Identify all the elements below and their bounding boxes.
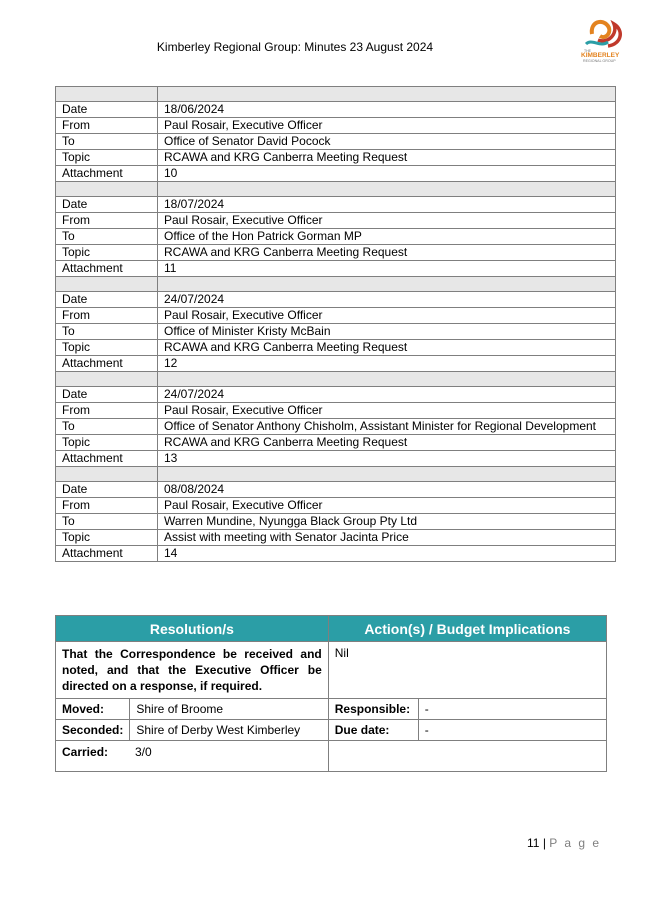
to-label: To: [56, 419, 158, 435]
to-label: To: [56, 229, 158, 245]
correspondence-row-from: [56, 213, 616, 229]
date-value: 08/08/2024: [158, 482, 616, 498]
date-label: Date: [56, 197, 158, 213]
topic-label: Topic: [56, 245, 158, 261]
actions-budget-header: Action(s) / Budget Implications: [328, 616, 606, 642]
attachment-label: Attachment: [56, 546, 158, 562]
to-value: Warren Mundine, Nyungga Black Group Pty Ltd: [158, 514, 616, 530]
to-label: To: [56, 324, 158, 340]
from-label: From: [56, 498, 158, 514]
responsible-label: Responsible:: [328, 699, 418, 720]
document-header-title: Kimberley Regional Group: Minutes 23 August 2024: [156, 40, 434, 54]
correspondence-row-date: [56, 482, 616, 498]
carried-label: Carried:: [62, 745, 109, 759]
correspondence-row-from: [56, 403, 616, 419]
correspondence-separator-row: [56, 467, 616, 482]
correspondence-row-date: [56, 102, 616, 118]
attachment-value: 10: [158, 166, 616, 182]
date-label: Date: [56, 482, 158, 498]
correspondence-table: [55, 86, 616, 562]
resolution-text: That the Correspondence be received and noted, and that the Executive Officer be directed on a response, if required.: [56, 642, 329, 699]
correspondence-row-to: [56, 419, 616, 435]
date-value: 24/07/2024: [158, 292, 616, 308]
correspondence-row-topic: [56, 435, 616, 451]
from-label: From: [56, 118, 158, 134]
date-value: 24/07/2024: [158, 387, 616, 403]
correspondence-row-topic: [56, 340, 616, 356]
moved-label: Moved:: [56, 699, 130, 720]
attachment-label: Attachment: [56, 356, 158, 372]
correspondence-row-attachment: [56, 451, 616, 467]
correspondence-separator-row: [56, 277, 616, 292]
date-value: 18/06/2024: [158, 102, 616, 118]
from-label: From: [56, 403, 158, 419]
from-value: Paul Rosair, Executive Officer: [158, 213, 616, 229]
page-footer: [527, 836, 601, 850]
attachment-label: Attachment: [56, 451, 158, 467]
page-label: P a g e: [549, 836, 602, 850]
logo-sub-text: REGIONAL GROUP: [583, 59, 616, 63]
topic-value: RCAWA and KRG Canberra Meeting Request: [158, 340, 616, 356]
correspondence-row-date: [56, 292, 616, 308]
date-label: Date: [56, 292, 158, 308]
carried-cell: [56, 741, 329, 772]
attachment-label: Attachment: [56, 166, 158, 182]
page-number: 11: [527, 836, 540, 850]
date-label: Date: [56, 387, 158, 403]
correspondence-row-date: [56, 387, 616, 403]
attachment-label: Attachment: [56, 261, 158, 277]
responsible-value: -: [418, 699, 606, 720]
from-label: From: [56, 213, 158, 229]
topic-label: Topic: [56, 530, 158, 546]
logo-small-text: THE: [584, 49, 591, 53]
correspondence-separator-row: [56, 372, 616, 387]
page-separator: |: [542, 836, 546, 850]
to-label: To: [56, 514, 158, 530]
seconded-label: Seconded:: [56, 720, 130, 741]
date-label: Date: [56, 102, 158, 118]
correspondence-row-from: [56, 118, 616, 134]
correspondence-row-attachment: [56, 261, 616, 277]
date-value: 18/07/2024: [158, 197, 616, 213]
correspondence-row-to: [56, 514, 616, 530]
from-label: From: [56, 308, 158, 324]
correspondence-separator-row: [56, 182, 616, 197]
resolution-header: Resolution/s: [56, 616, 329, 642]
topic-value: RCAWA and KRG Canberra Meeting Request: [158, 435, 616, 451]
correspondence-row-topic: [56, 530, 616, 546]
topic-value: RCAWA and KRG Canberra Meeting Request: [158, 245, 616, 261]
correspondence-row-to: [56, 324, 616, 340]
to-value: Office of Minister Kristy McBain: [158, 324, 616, 340]
correspondence-row-topic: [56, 150, 616, 166]
to-value: Office of Senator David Pocock: [158, 134, 616, 150]
to-value: Office of the Hon Patrick Gorman MP: [158, 229, 616, 245]
resolution-table: [55, 615, 607, 772]
from-value: Paul Rosair, Executive Officer: [158, 403, 616, 419]
correspondence-row-attachment: [56, 166, 616, 182]
topic-value: RCAWA and KRG Canberra Meeting Request: [158, 150, 616, 166]
action-text: Nil: [328, 642, 606, 699]
moved-value: Shire of Broome: [130, 699, 328, 720]
attachment-value: 12: [158, 356, 616, 372]
correspondence-row-topic: [56, 245, 616, 261]
from-value: Paul Rosair, Executive Officer: [158, 498, 616, 514]
attachment-value: 11: [158, 261, 616, 277]
topic-value: Assist with meeting with Senator Jacinta Price: [158, 530, 616, 546]
correspondence-row-to: [56, 134, 616, 150]
carried-value: 3/0: [135, 745, 152, 759]
correspondence-row-attachment: [56, 546, 616, 562]
seconded-value: Shire of Derby West Kimberley: [130, 720, 328, 741]
attachment-value: 14: [158, 546, 616, 562]
attachment-value: 13: [158, 451, 616, 467]
carried-empty-cell: [328, 741, 606, 772]
to-value: Office of Senator Anthony Chisholm, Assistant Minister for Regional Development: [158, 419, 616, 435]
correspondence-row-from: [56, 498, 616, 514]
logo-name-text: KIMBERLEY: [581, 52, 620, 59]
from-value: Paul Rosair, Executive Officer: [158, 118, 616, 134]
correspondence-row-to: [56, 229, 616, 245]
correspondence-separator-row: [56, 87, 616, 102]
due-date-label: Due date:: [328, 720, 418, 741]
due-date-value: -: [418, 720, 606, 741]
correspondence-row-attachment: [56, 356, 616, 372]
topic-label: Topic: [56, 435, 158, 451]
correspondence-row-from: [56, 308, 616, 324]
kimberley-regional-group-logo: [578, 14, 630, 66]
correspondence-row-date: [56, 197, 616, 213]
topic-label: Topic: [56, 150, 158, 166]
topic-label: Topic: [56, 340, 158, 356]
from-value: Paul Rosair, Executive Officer: [158, 308, 616, 324]
to-label: To: [56, 134, 158, 150]
